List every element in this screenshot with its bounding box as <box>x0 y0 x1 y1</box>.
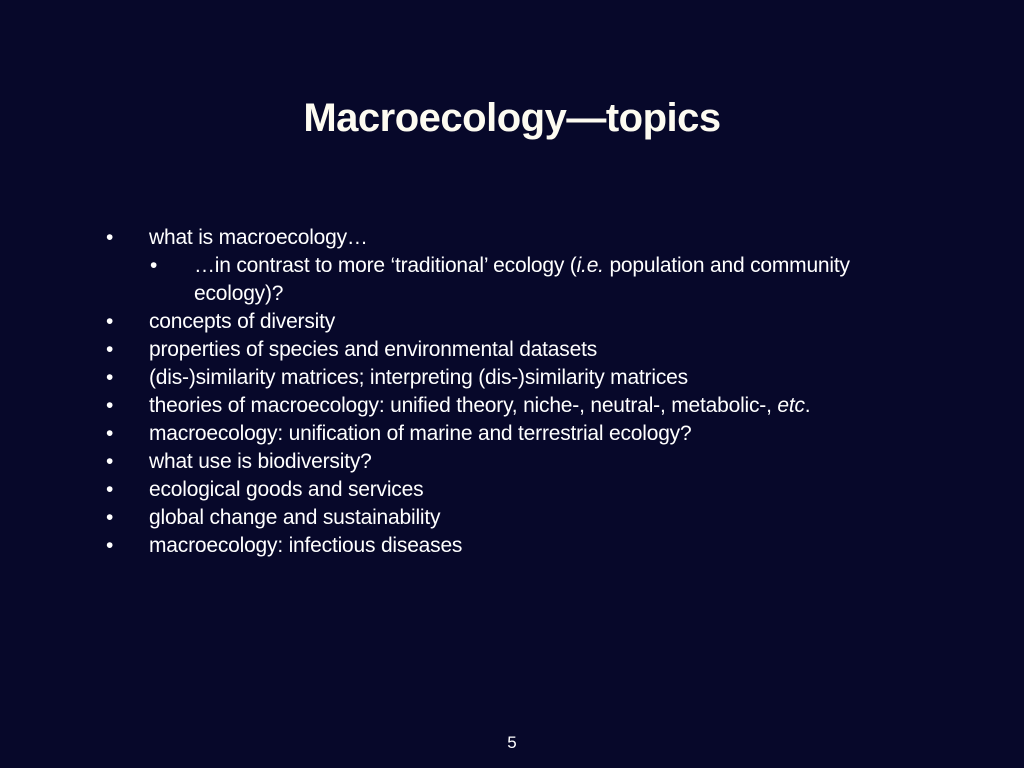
bullet-item <box>106 448 906 476</box>
page-number: 5 <box>507 733 517 752</box>
bullet-text: what use is biodiversity? <box>149 450 372 473</box>
bullet-marker: • <box>106 534 114 557</box>
bullet-text: population and community ecology)? <box>194 254 850 305</box>
bullet-text-italic: i.e. <box>576 254 604 277</box>
bullet-text: what is macroecology… <box>149 226 368 249</box>
bullet-item <box>106 476 906 504</box>
bullet-marker: • <box>106 478 114 501</box>
bullet-text: …in contrast to more ‘traditional’ ecology ( <box>194 254 577 277</box>
bullet-marker: • <box>106 310 114 333</box>
bullet-marker: • <box>106 366 114 389</box>
bullet-item <box>106 224 906 252</box>
bullet-text-italic: etc <box>777 394 805 417</box>
bullet-text: concepts of diversity <box>149 310 336 333</box>
slide-title: Macroecology—topics <box>303 96 721 140</box>
bullet-text: . <box>804 394 811 417</box>
bullet-marker: • <box>106 338 114 361</box>
sub-bullet-item <box>106 252 906 308</box>
bullet-item <box>106 392 906 420</box>
bullet-list <box>106 224 906 560</box>
bullet-marker: • <box>150 254 158 277</box>
bullet-marker: • <box>106 506 114 529</box>
bullet-item <box>106 336 906 364</box>
bullet-item <box>106 532 906 560</box>
bullet-text: properties of species and environmental datasets <box>149 338 598 361</box>
bullet-marker: • <box>106 226 114 249</box>
bullet-marker: • <box>106 394 114 417</box>
bullet-marker: • <box>106 422 114 445</box>
bullet-item <box>106 420 906 448</box>
bullet-text: macroecology: infectious diseases <box>149 534 463 557</box>
bullet-text: (dis-)similarity matrices; interpreting (dis-)similarity matrices <box>149 366 688 389</box>
bullet-text: ecological goods and services <box>149 478 424 501</box>
bullet-item <box>106 504 906 532</box>
bullet-marker: • <box>106 450 114 473</box>
bullet-text: global change and sustainability <box>149 506 441 529</box>
bullet-item <box>106 364 906 392</box>
bullet-text: macroecology: unification of marine and terrestrial ecology? <box>149 422 692 445</box>
bullet-item <box>106 308 906 336</box>
bullet-text: theories of macroecology: unified theory, niche-, neutral-, metabolic-, <box>149 394 778 417</box>
